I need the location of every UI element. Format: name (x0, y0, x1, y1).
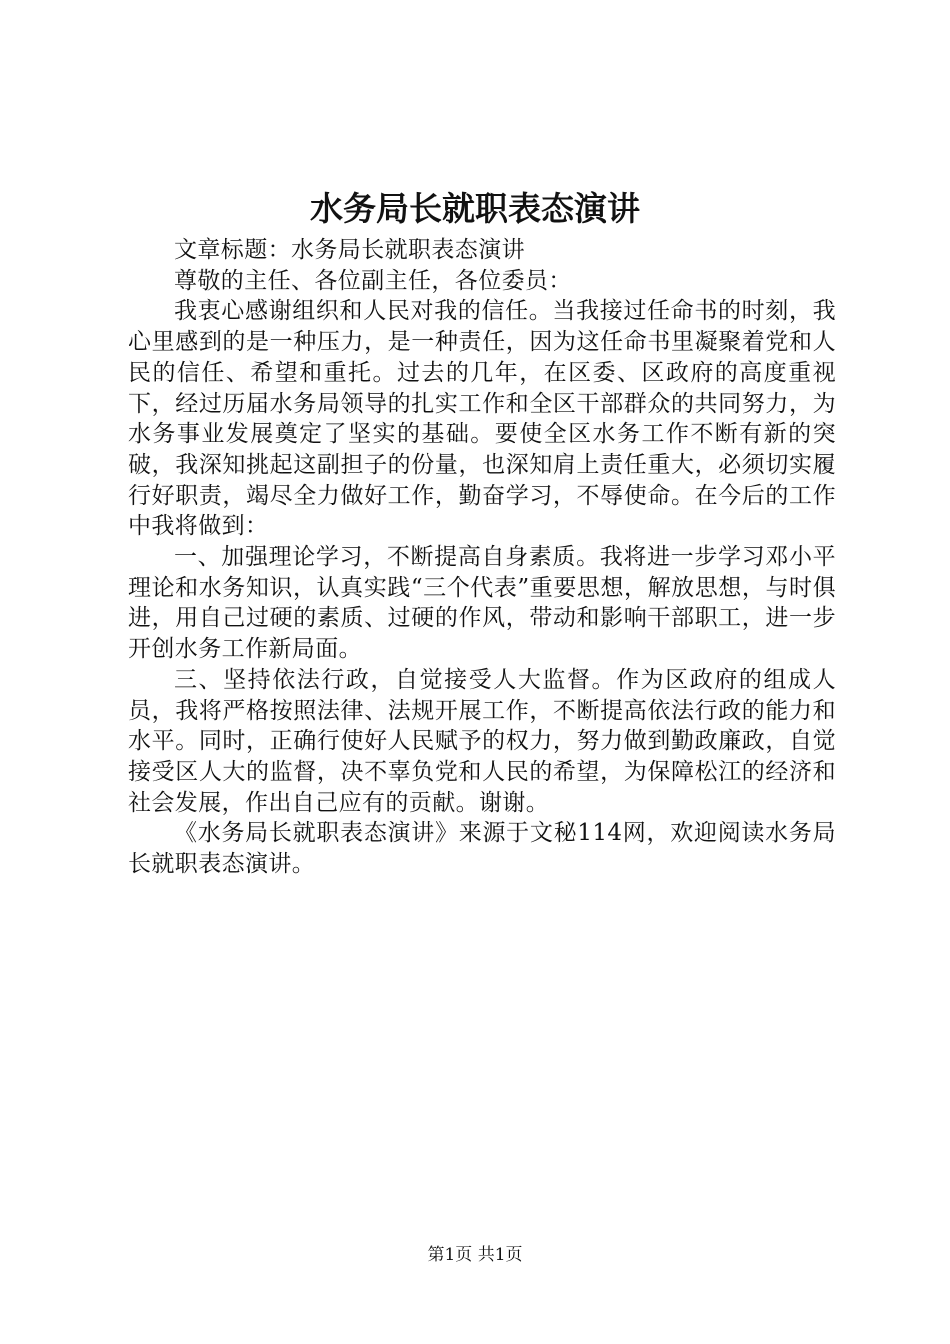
page-footer: 第1页 共1页 (427, 1245, 523, 1265)
paragraph-point-one: 一、加强理论学习，不断提高自身素质。我将进一步学习邓小平理论和水务知识，认真实践“三个代表”重要思想，解放思想，与时俱进，用自己过硬的素质、过硬的作风，带动和影响干部职工，进一步开创水务工作新局面。 (128, 544, 836, 663)
article-title-line: 文章标题：水务局长就职表态演讲 (174, 237, 525, 263)
salutation: 尊敬的主任、各位副主任，各位委员： (174, 267, 572, 294)
paragraph-intro: 我衷心感谢组织和人民对我的信任。当我接过任命书的时刻，我心里感到的是一种压力，是一种责任，因为这任命书里凝聚着党和人民的信任、希望和重托。过去的几年，在区委、区政府的高度重视下，经过历届水务局领导的扎实工作和全区干部群众的共同努力，为水务事业发展奠定了坚实的基础。要使全区水务工作不断有新的突破，我深知挑起这副担子的份量，也深知肩上责任重大，必须切实履行好职责，竭尽全力做好工作，勤奋学习，不辱使命。在今后的工作中我将做到： (128, 298, 836, 540)
document-title: 水务局长就职表态演讲 (310, 189, 640, 228)
source-note: 《水务局长就职表态演讲》来源于文秘114网，欢迎阅读水务局长就职表态演讲。 (128, 820, 836, 878)
document-body (128, 235, 836, 880)
paragraph-point-three: 三、坚持依法行政，自觉接受人大监督。作为区政府的组成人员，我将严格按照法律、法规开展工作，不断提高依法行政的能力和水平。同时，正确行使好人民赋予的权力，努力做到勤政廉政，自觉接受区人大的监督，决不辜负党和人民的希望，为保障松江的经济和社会发展，作出自己应有的贡献。谢谢。 (128, 666, 836, 816)
